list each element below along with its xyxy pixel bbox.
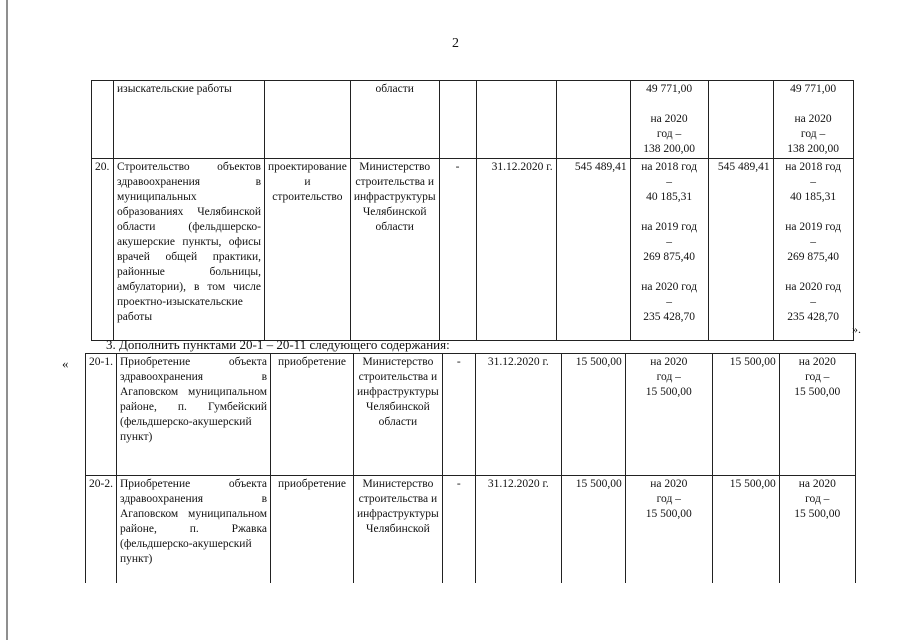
cell-number: 20. — [92, 159, 114, 341]
table-row — [92, 81, 854, 159]
cell-type: проектирование и строительство — [265, 159, 351, 341]
opening-quote: « — [62, 356, 69, 371]
page-left-edge — [6, 0, 8, 640]
cell-type: приобретение — [271, 476, 354, 583]
cell-customer: Министерство строительства и инфраструктуры Челябинской области — [350, 159, 439, 341]
cell-amount-1: на 2020 год – 15 500,00 — [625, 354, 712, 476]
table-row — [86, 354, 856, 476]
cell-amount-2: на 2020 год – 15 500,00 — [779, 354, 855, 476]
cell-name: Приобретение объекта здравоохранения в Агаповском муниципальном районе, п. Гумбейский (фельдшерско-акушерский пункт) — [117, 354, 271, 476]
cell-total: 545 489,41 — [708, 159, 773, 341]
table-additions — [85, 353, 856, 583]
cell-total: 15 500,00 — [712, 476, 779, 583]
cell-amount-2: 49 771,00 на 2020 год – 138 200,00 — [773, 81, 853, 159]
cell-dash: - — [442, 354, 475, 476]
cell-name: Приобретение объекта здравоохранения в Агаповском муниципальном районе, п. Ржавка (фельдшерско-акушерский пункт) — [117, 476, 271, 583]
cell-dash: - — [442, 476, 475, 583]
cell-number: 20-1. — [86, 354, 117, 476]
cell-amount-1: 49 771,00 на 2020 год – 138 200,00 — [630, 81, 708, 159]
cell-cost: 15 500,00 — [561, 476, 625, 583]
cell-total: 15 500,00 — [712, 354, 779, 476]
cell-customer: Министерство строительства и инфраструктуры Челябинской — [354, 476, 443, 583]
cell-name: изыскательские работы — [114, 81, 265, 159]
cell-number: 20-2. — [86, 476, 117, 583]
cell-name: Строительство объектов здравоохранения в муниципальных образованиях Челябинской области (фельдшерско-акушерские пункты, офисы врачей общей практики, районные больницы, амбулатории), в том числе проектно-изыскательские работы — [114, 159, 265, 341]
cell-date: 31.12.2020 г. — [475, 354, 561, 476]
page-number: 2 — [452, 36, 459, 51]
cell-cost: 545 489,41 — [556, 159, 630, 341]
cell-amount-2: на 2018 год – 40 185,31 на 2019 год – 269 875,40 на 2020 год – 235 428,70 — [773, 159, 853, 341]
cell-amount-2: на 2020 год – 15 500,00 — [779, 476, 855, 583]
cell-amount-1: на 2018 год – 40 185,31 на 2019 год – 269 875,40 на 2020 год – 235 428,70 — [630, 159, 708, 341]
cell-type: приобретение — [271, 354, 354, 476]
cell-dash: - — [439, 159, 476, 341]
table-continuation — [91, 80, 854, 341]
cell-customer: области — [350, 81, 439, 159]
cell-date: 31.12.2020 г. — [475, 476, 561, 583]
table-row — [92, 159, 854, 341]
cell-cost: 15 500,00 — [561, 354, 625, 476]
amendment-paragraph: 3. Дополнить пунктами 20-1 – 20-11 следующего содержания: — [106, 337, 450, 352]
table-row — [86, 476, 856, 583]
cell-customer: Министерство строительства и инфраструктуры Челябинской области — [354, 354, 443, 476]
closing-quote: ». — [852, 322, 861, 336]
cell-amount-1: на 2020 год – 15 500,00 — [625, 476, 712, 583]
cell-date: 31.12.2020 г. — [476, 159, 556, 341]
